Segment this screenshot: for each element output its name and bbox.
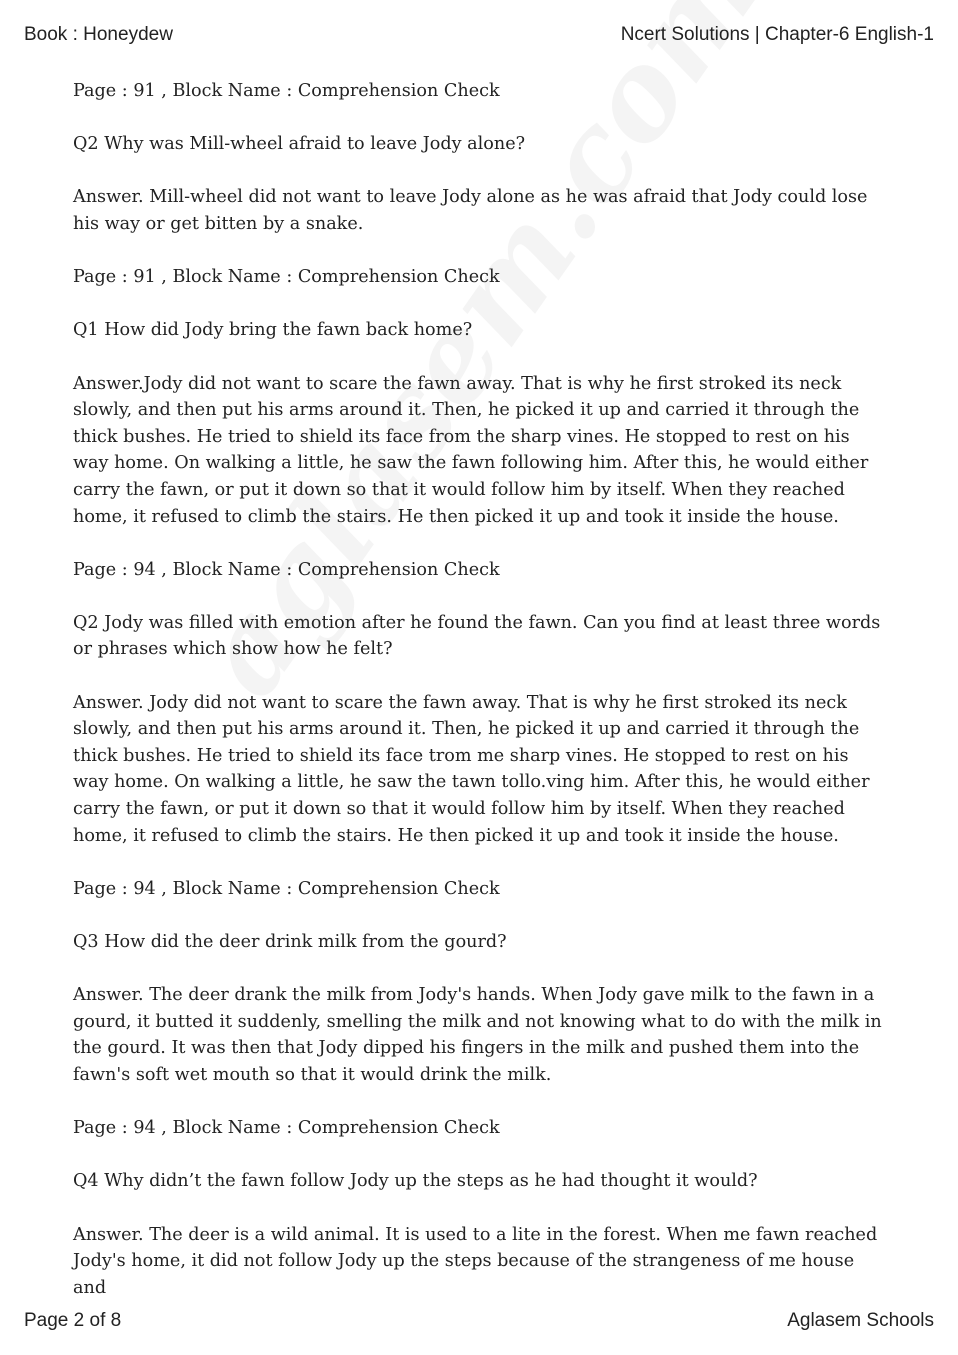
question: Q4 Why didn’t the fawn follow Jody up the steps as he had thought it would?: [73, 1171, 758, 1192]
book-title: Book : Honeydew: [24, 24, 173, 45]
question: Q2 Why was Mill-wheel afraid to leave Jody alone?: [73, 134, 526, 155]
block-heading: Page : 94 , Block Name : Comprehension Check: [73, 559, 500, 580]
block-heading: Page : 91 , Block Name : Comprehension Check: [73, 81, 500, 101]
page-number: Page 2 of 8: [24, 1310, 122, 1331]
page-footer: [24, 1310, 934, 1332]
page-header: [24, 24, 934, 46]
answer: Answer.Jody did not want to scare the fawn away. That is why he first stroked its neck slowly, and then put his arms around it. Then, he picked it up and carried it through the thick bushes. He tried to shield its face from the sharp vines. He stopped to rest on his way home. On walking a little, he saw the fawn following him. After this, he would either carry the fawn, or put it down so that it would follow him by itself. When they reached home, it refused to climb the stairs. He then picked it up and took it inside the house.: [73, 373, 869, 527]
answer: Answer. The deer drank the milk from Jody's hands. When Jody gave milk to the fawn in a gourd, it butted it suddenly, smelling the milk and not knowing what to do with the milk in the gourd. It was then that Jody dipped his fingers in the milk and pushed them into the fawn's soft wet mouth so that it would drink the milk.: [73, 985, 882, 1085]
answer: Answer. The deer is a wild animal. It is used to a lite in the forest. When me fawn reached Jody's home, it did not follow Jody up the steps because of the strangeness of me house and: [73, 1224, 878, 1298]
chapter-title: Ncert Solutions | Chapter-6 English-1: [620, 24, 934, 45]
block-heading: Page : 94 , Block Name : Comprehension Check: [73, 878, 500, 899]
answer: Answer. Mill-wheel did not want to leave Jody alone as he was afraid that Jody could lose his way or get bitten by a snake.: [73, 187, 868, 234]
answer: Answer. Jody did not want to scare the fawn away. That is why he first stroked its neck slowly, and then put his arms around it. Then, he picked it up and carried it through the thick bushes. He tried to shield its face trom me sharp vines. He stopped to rest on his way home. On walking a little, he saw the tawn tollo.ving him. After this, he would either carry the fawn, or put it down so that it would follow him by itself. When they reached home, it refused to climb the stairs. He then picked it up and took it inside the house.: [73, 692, 870, 846]
question: Q2 Jody was filled with emotion after he found the fawn. Can you find at least three words or phrases which show how he felt?: [73, 612, 881, 660]
block-heading: Page : 91 , Block Name : Comprehension Check: [73, 267, 500, 288]
document-body: [73, 78, 888, 1328]
publisher-name: Aglasem Schools: [787, 1310, 934, 1331]
block-heading: Page : 94 , Block Name : Comprehension Check: [73, 1118, 500, 1139]
question: Q1 How did Jody bring the fawn back home?: [73, 320, 473, 341]
question: Q3 How did the deer drink milk from the gourd?: [73, 932, 507, 952]
